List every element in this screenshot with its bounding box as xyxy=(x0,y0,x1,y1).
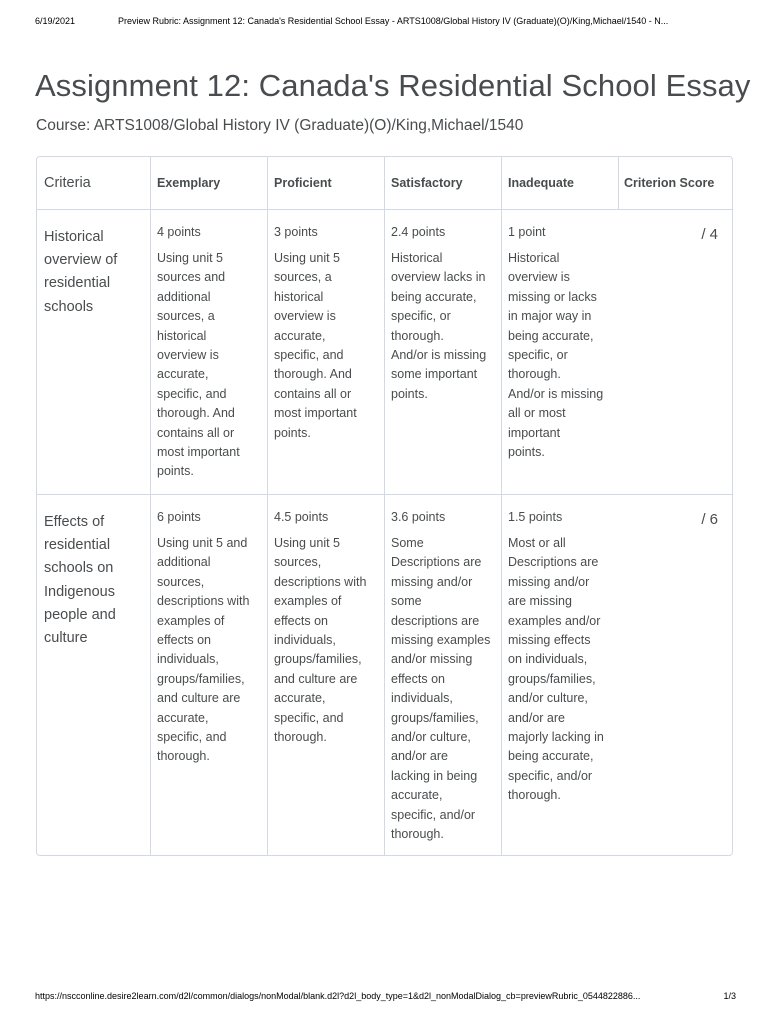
course-info: Course: ARTS1008/Global History IV (Graduate)(O)/King,Michael/1540 xyxy=(36,117,524,134)
level-cell-proficient xyxy=(267,494,384,856)
level-points: 1 point xyxy=(508,225,546,239)
print-url: https://nscconline.desire2learn.com/d2l/common/dialogs/nonModal/blank.d2l?d2l_body_type=1&d2l_nonModalDialog_cb=previewRubric_0544822886... xyxy=(35,991,641,1001)
criterion-score: / 6 xyxy=(701,511,718,528)
criterion-name: Historical overview of residential schools xyxy=(44,229,118,315)
level-cell-exemplary xyxy=(150,209,267,494)
level-points: 2.4 points xyxy=(391,225,446,239)
criterion-name: Effects of residential schools on Indigenous people and culture xyxy=(44,514,116,647)
criterion-score-header: Criterion Score xyxy=(618,157,733,209)
level-points: 4 points xyxy=(157,225,201,239)
level-cell-inadequate xyxy=(501,494,618,856)
level-header-proficient: Proficient xyxy=(267,157,384,209)
rubric-header-row xyxy=(37,157,732,210)
criterion-row-historical-overview xyxy=(37,209,732,495)
print-document-title: Preview Rubric: Assignment 12: Canada's Residential School Essay - ARTS1008/Global History IV (Graduate)(O)/King,Michael/1540 - N... xyxy=(118,16,669,26)
level-cell-satisfactory xyxy=(384,209,501,494)
level-description: Historical overview lacks in being accurate, specific, or thorough. And/or is missing some important points. xyxy=(391,251,487,401)
level-points: 4.5 points xyxy=(274,510,329,524)
criterion-score-cell xyxy=(618,494,733,856)
level-points: 3.6 points xyxy=(391,510,446,524)
criterion-score-cell xyxy=(618,209,733,494)
page-title: Assignment 12: Canada's Residential School Essay xyxy=(35,68,751,103)
print-date: 6/19/2021 xyxy=(35,16,76,26)
criterion-score: / 4 xyxy=(701,226,718,243)
level-header-inadequate: Inadequate xyxy=(501,157,618,209)
level-points: 3 points xyxy=(274,225,318,239)
level-cell-satisfactory xyxy=(384,494,501,856)
page-number: 1/3 xyxy=(723,991,736,1001)
level-description: Historical overview is missing or lacks in major way in being accurate, specific, or thorough. And/or is missing all or most important points. xyxy=(508,251,604,460)
level-description: Most or all Descriptions are missing and/or are missing examples and/or missing effects on individuals, groups/families, and/or culture, and/or are majorly lacking in being accurate, specific, and/or thorough. xyxy=(508,536,604,803)
criterion-row-effects xyxy=(37,494,732,856)
print-footer xyxy=(0,991,768,1005)
criteria-header: Criteria xyxy=(44,175,91,191)
level-header-satisfactory: Satisfactory xyxy=(384,157,501,209)
level-cell-proficient xyxy=(267,209,384,494)
level-description: Using unit 5 sources and additional sources, a historical overview is accurate, specific, and thorough. And contains all or most important points. xyxy=(157,251,240,479)
level-header-exemplary: Exemplary xyxy=(150,157,267,209)
level-points: 6 points xyxy=(157,510,201,524)
level-cell-inadequate xyxy=(501,209,618,494)
level-cell-exemplary xyxy=(150,494,267,856)
print-header xyxy=(0,16,768,30)
level-description: Some Descriptions are missing and/or some descriptions are missing examples and/or missing effects on individuals, groups/families, and/or culture, and/or are lacking in being accurate, specific, and/or thorough. xyxy=(391,536,491,842)
level-description: Using unit 5 sources, a historical overview is accurate, specific, and thorough. And contains all or most important points. xyxy=(274,251,357,440)
rubric-table xyxy=(36,156,733,856)
level-description: Using unit 5 and additional sources, descriptions with examples of effects on individuals, groups/families, and culture are accurate, specific, and thorough. xyxy=(157,536,250,764)
level-points: 1.5 points xyxy=(508,510,563,524)
level-description: Using unit 5 sources, descriptions with examples of effects on individuals, groups/families, and culture are accurate, specific, and thorough. xyxy=(274,536,367,745)
